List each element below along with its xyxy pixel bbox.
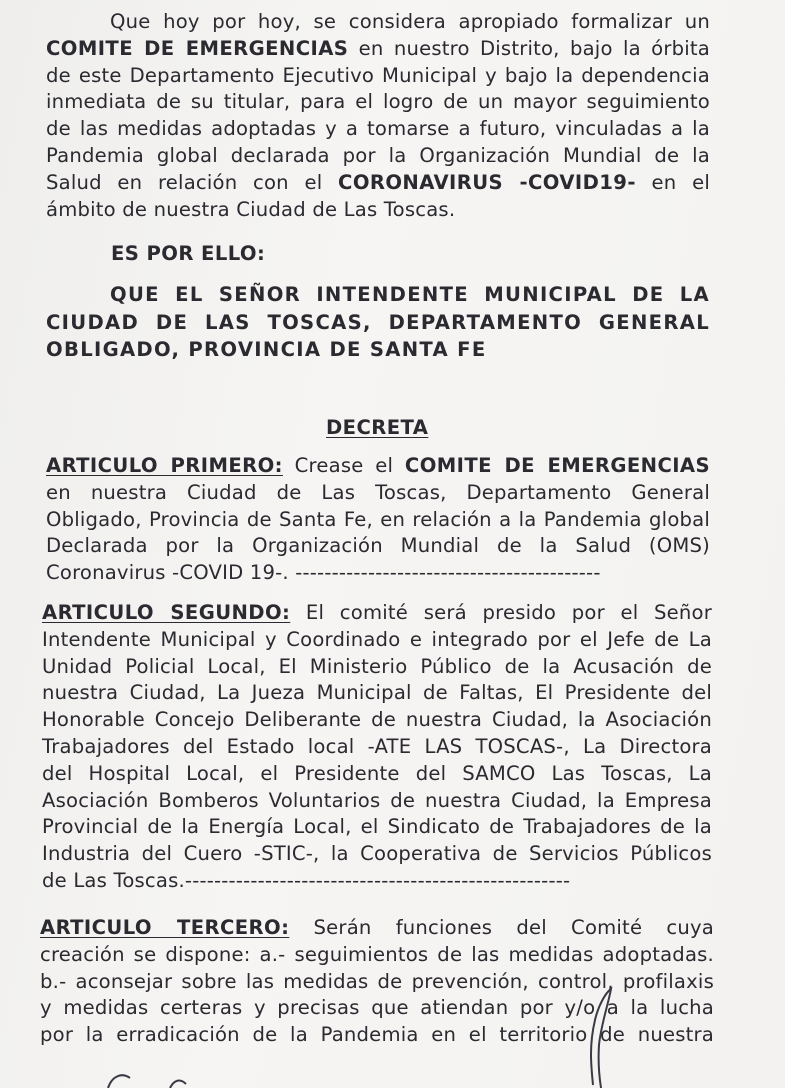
article-line: nuestra Ciudad, La Jueza Municipal de Faltas, El Presidente del (42, 681, 712, 705)
article-line: por la erradicación de la Pandemia en el territorio de nuestra (40, 1023, 714, 1047)
intendente-block (46, 281, 710, 364)
article-line: Obligado, Provincia de Santa Fe, en relación a la Pandemia global (46, 507, 710, 531)
article-text: Crease el (282, 454, 405, 477)
article-text: Serán funciones del Comité cuya (289, 916, 714, 939)
article-label: ARTICULO TERCERO: (40, 916, 290, 939)
intro-text: en el (635, 170, 710, 194)
intro-line: de las medidas adoptadas y a tomarse a futuro, vinculadas a la (46, 117, 710, 141)
article-line: Trabajadores del Estado local -ATE LAS TOSCAS-, La Directora (42, 734, 712, 758)
article-line: de Las Toscas.----------------------------------------------------- (42, 868, 571, 892)
intendente-line: CIUDAD DE LAS TOSCAS, DEPARTAMENTO GENERAL (46, 310, 710, 334)
article-line: Provincial de la Energía Local, el Sindicato de Trabajadores de la (42, 815, 712, 839)
intro-line: inmediata de su titular, para el logro de un mayor seguimiento (46, 90, 710, 114)
article-line (42, 600, 712, 627)
article-label: ARTICULO SEGUNDO: (42, 601, 291, 624)
intendente-line: QUE EL SEÑOR INTENDENTE MUNICIPAL DE LA (110, 283, 710, 306)
article-bold-term: COMITE DE EMERGENCIAS (404, 454, 711, 477)
article-line: Industria del Cuero -STIC-, la Cooperativa de Servicios Públicos (42, 842, 712, 866)
bottom-scribble-mark (100, 1070, 200, 1088)
pen-stroke-mark (575, 985, 635, 1088)
article-line: Unidad Policial Local, El Ministerio Público de la Acusación de (42, 654, 712, 678)
article-line (40, 915, 714, 942)
article-line: Honorable Concejo Deliberante de nuestra Ciudad, la Asociación (42, 708, 712, 732)
intro-line (46, 170, 710, 197)
decreta-heading: DECRETA (326, 416, 429, 439)
article-line: del Hospital Local, el Presidente del SAMCO Las Toscas, La (42, 761, 712, 785)
intro-line: Pandemia global declarada por la Organización Mundial de la (46, 143, 710, 167)
intendente-line: OBLIGADO, PROVINCIA DE SANTA FE (46, 338, 487, 361)
es-por-ello-heading: ES POR ELLO: (111, 242, 266, 265)
article-text: El comité será presido por el Señor (290, 601, 712, 624)
intro-text: Salud en relación con el (46, 170, 339, 194)
article-primero (46, 453, 710, 587)
article-line: Declarada por la Organización Mundial de la Salud (OMS) (46, 534, 710, 558)
article-line: Coronavirus -COVID 19-. ------------------------------------------ (46, 561, 601, 585)
article-line: Intendente Municipal y Coordinado e integrado por el Jefe de La (42, 627, 712, 651)
article-label: ARTICULO PRIMERO: (46, 454, 283, 477)
intro-line (46, 36, 710, 63)
intro-text: en nuestro Distrito, bajo la órbita (348, 36, 710, 60)
intro-paragraph (46, 9, 710, 223)
intro-bold-term: COMITE DE EMERGENCIAS (46, 36, 349, 60)
intro-bold-term: CORONAVIRUS -COVID19- (338, 170, 636, 194)
intro-line: ámbito de nuestra Ciudad de Las Toscas. (46, 197, 456, 221)
article-line: Asociación Bomberos Voluntarios de nuestra Ciudad, la Empresa (42, 788, 712, 812)
intro-line: de este Departamento Ejecutivo Municipal y bajo la dependencia (46, 63, 710, 87)
article-segundo (42, 600, 712, 895)
article-line: creación se dispone: a.- seguimientos de las medidas adoptadas. (40, 942, 714, 966)
article-line: b.- aconsejar sobre las medidas de prevención, control, profilaxis (40, 969, 714, 993)
article-line: y medidas certeras y precisas que atiendan por y/o a la lucha (40, 996, 714, 1020)
intro-line: Que hoy por hoy, se considera apropiado formalizar un (110, 10, 710, 33)
article-line (46, 453, 710, 480)
article-line: en nuestra Ciudad de Las Toscas, Departamento General (46, 480, 710, 504)
